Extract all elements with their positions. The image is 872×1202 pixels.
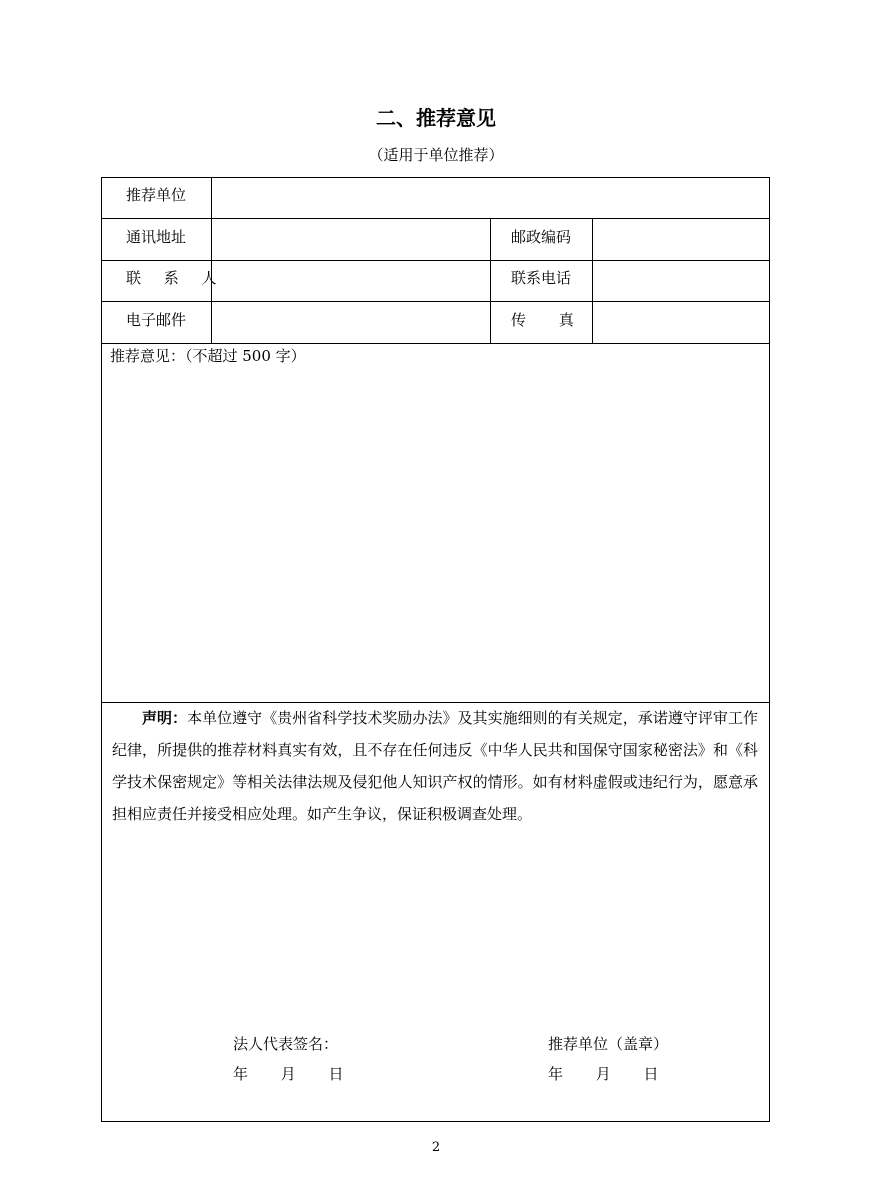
phone-label: 联系电话 [511,269,572,287]
date-left: 年 月 日 [233,1065,344,1083]
recommendation-form [101,177,770,1122]
declaration-heading: 声明： [142,709,188,727]
page-title: 二、推荐意见 [376,106,496,130]
page-subtitle: （适用于单位推荐） [368,146,504,164]
address-field[interactable] [212,219,489,259]
declaration-paragraph [112,702,758,830]
unit-field[interactable] [212,179,768,217]
opinion-label: 推荐意见：（不超过 500 字） [110,347,306,365]
email-label: 电子邮件 [126,311,187,329]
row-divider [102,343,769,344]
unit-label: 推荐单位 [126,186,187,204]
column-divider [490,218,491,343]
email-field[interactable] [212,302,489,342]
postcode-label: 邮政编码 [511,228,572,246]
fax-field[interactable] [593,302,768,342]
postcode-field[interactable] [593,219,768,259]
address-label: 通讯地址 [126,228,187,246]
date-right: 年 月 日 [548,1065,659,1083]
phone-field[interactable] [593,261,768,300]
declaration-text: 本单位遵守《贵州省科学技术奖励办法》及其实施细则的有关规定，承诺遵守评审工作纪律，所提供的推荐材料真实有效，且不存在任何违反《中华人民共和国保守国家秘密法》和《科学技术保密规定》等相关法律法规及侵犯他人知识产权的情形。如有材料虚假或违纪行为，愿意承担相应责任并接受相应处理。如产生争议，保证积极调查处理。 [112,709,758,823]
unit-seal-label: 推荐单位（盖章） [548,1035,669,1053]
fax-label: 传 真 [511,311,574,329]
contact-field[interactable] [212,261,489,300]
legal-rep-signature-label: 法人代表签名： [233,1035,339,1053]
page-number: 2 [431,1140,441,1155]
contact-label: 联 系 人 [126,269,226,287]
opinion-textarea[interactable] [103,370,768,700]
